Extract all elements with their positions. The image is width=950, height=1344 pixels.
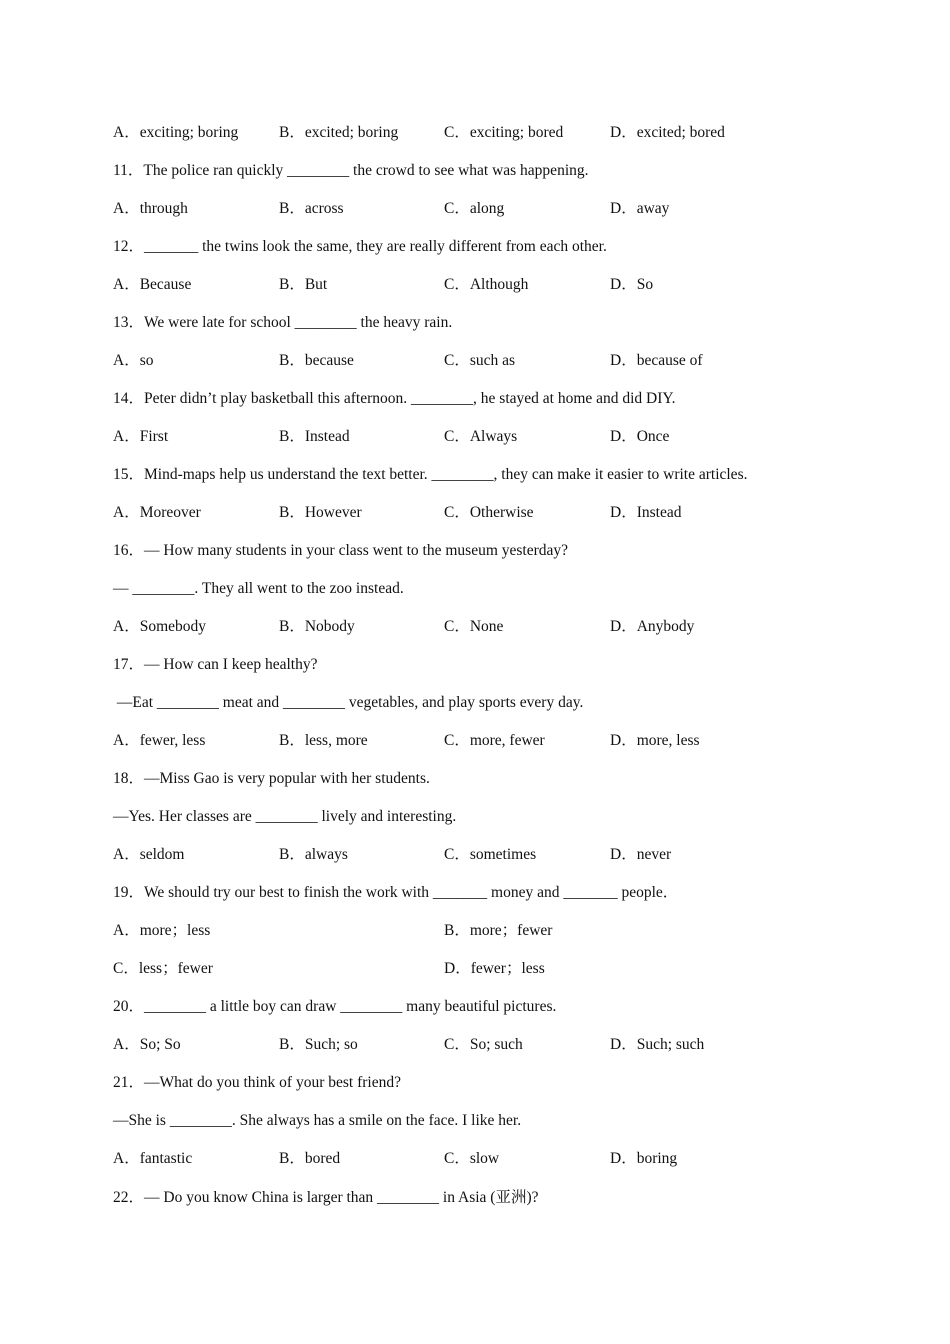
option-b[interactable]: B．because bbox=[279, 352, 354, 369]
question-18: 18．—Miss Gao is very popular with her students. bbox=[113, 770, 430, 787]
option-b[interactable]: B．Such; so bbox=[279, 1036, 358, 1053]
option-a[interactable]: A．Because bbox=[113, 276, 192, 293]
option-b[interactable]: B．Instead bbox=[279, 428, 350, 445]
question-21-reply: —She is ________. She always has a smile on the face. I like her. bbox=[113, 1112, 522, 1129]
option-d[interactable]: D．Such; such bbox=[610, 1036, 705, 1053]
option-a[interactable]: A．fantastic bbox=[113, 1150, 193, 1167]
option-b[interactable]: B．excited; boring bbox=[279, 124, 399, 141]
question-15: 15．Mind-maps help us understand the text better. ________, they can make it easier to write articles. bbox=[113, 466, 748, 483]
option-a[interactable]: A．First bbox=[113, 428, 169, 445]
option-b[interactable]: B．bored bbox=[279, 1150, 341, 1167]
option-c[interactable]: C．exciting; bored bbox=[444, 124, 564, 141]
question-16: 16．— How many students in your class went to the museum yesterday? bbox=[113, 542, 569, 559]
option-d[interactable]: D．Once bbox=[610, 428, 670, 445]
question-11: 11．The police ran quickly ________ the crowd to see what was happening. bbox=[113, 162, 589, 179]
option-c[interactable]: C．Although bbox=[444, 276, 529, 293]
option-d[interactable]: D．So bbox=[610, 276, 654, 293]
option-c[interactable]: C．along bbox=[444, 200, 505, 217]
option-c[interactable]: C．Always bbox=[444, 428, 518, 445]
option-b[interactable]: B．less, more bbox=[279, 732, 368, 749]
question-17: 17．— How can I keep healthy? bbox=[113, 656, 318, 673]
option-d[interactable]: D．fewer；less bbox=[444, 960, 545, 977]
question-21: 21．—What do you think of your best friend? bbox=[113, 1074, 401, 1091]
option-c[interactable]: C．sometimes bbox=[444, 846, 537, 863]
option-d[interactable]: D．because of bbox=[610, 352, 703, 369]
option-b[interactable]: B．Nobody bbox=[279, 618, 355, 635]
question-16-reply: — ________. They all went to the zoo instead. bbox=[113, 580, 404, 597]
option-c[interactable]: C．Otherwise bbox=[444, 504, 534, 521]
option-b[interactable]: B．But bbox=[279, 276, 328, 293]
option-d[interactable]: D．Anybody bbox=[610, 618, 695, 635]
question-12: 12．_______ the twins look the same, they are really different from each other. bbox=[113, 238, 607, 255]
option-c[interactable]: C．None bbox=[444, 618, 504, 635]
option-c[interactable]: C．more, fewer bbox=[444, 732, 545, 749]
option-c[interactable]: C．less；fewer bbox=[113, 960, 213, 977]
option-b[interactable]: B．more；fewer bbox=[444, 922, 553, 939]
option-c[interactable]: C．slow bbox=[444, 1150, 500, 1167]
option-a[interactable]: A．more；less bbox=[113, 922, 211, 939]
option-c[interactable]: C．So; such bbox=[444, 1036, 523, 1053]
option-a[interactable]: A．fewer, less bbox=[113, 732, 206, 749]
option-d[interactable]: D．never bbox=[610, 846, 672, 863]
option-d[interactable]: D．more, less bbox=[610, 732, 700, 749]
question-14: 14．Peter didn’t play basketball this afternoon. ________, he stayed at home and did DIY. bbox=[113, 390, 676, 407]
question-17-reply: —Eat ________ meat and ________ vegetables, and play sports every day. bbox=[113, 694, 584, 711]
question-18-reply: —Yes. Her classes are ________ lively and interesting. bbox=[113, 808, 457, 825]
option-d[interactable]: D．away bbox=[610, 200, 670, 217]
option-a[interactable]: A．through bbox=[113, 200, 188, 217]
question-13: 13．We were late for school ________ the heavy rain. bbox=[113, 314, 453, 331]
option-a[interactable]: A．So; So bbox=[113, 1036, 181, 1053]
option-a[interactable]: A．Moreover bbox=[113, 504, 201, 521]
option-d[interactable]: D．Instead bbox=[610, 504, 682, 521]
question-20: 20．________ a little boy can draw ________ many beautiful pictures. bbox=[113, 998, 557, 1015]
option-b[interactable]: B．across bbox=[279, 200, 344, 217]
option-c[interactable]: C．such as bbox=[444, 352, 516, 369]
option-d[interactable]: D．boring bbox=[610, 1150, 678, 1167]
question-22: 22．— Do you know China is larger than ________ in Asia (亚洲)? bbox=[113, 1189, 539, 1206]
option-a[interactable]: A．so bbox=[113, 352, 154, 369]
question-19: 19．We should try our best to finish the work with _______ money and _______ people． bbox=[113, 884, 679, 901]
option-d[interactable]: D．excited; bored bbox=[610, 124, 725, 141]
option-b[interactable]: B．always bbox=[279, 846, 348, 863]
option-b[interactable]: B．However bbox=[279, 504, 362, 521]
option-a[interactable]: A．seldom bbox=[113, 846, 185, 863]
option-a[interactable]: A．exciting; boring bbox=[113, 124, 239, 141]
option-a[interactable]: A．Somebody bbox=[113, 618, 207, 635]
